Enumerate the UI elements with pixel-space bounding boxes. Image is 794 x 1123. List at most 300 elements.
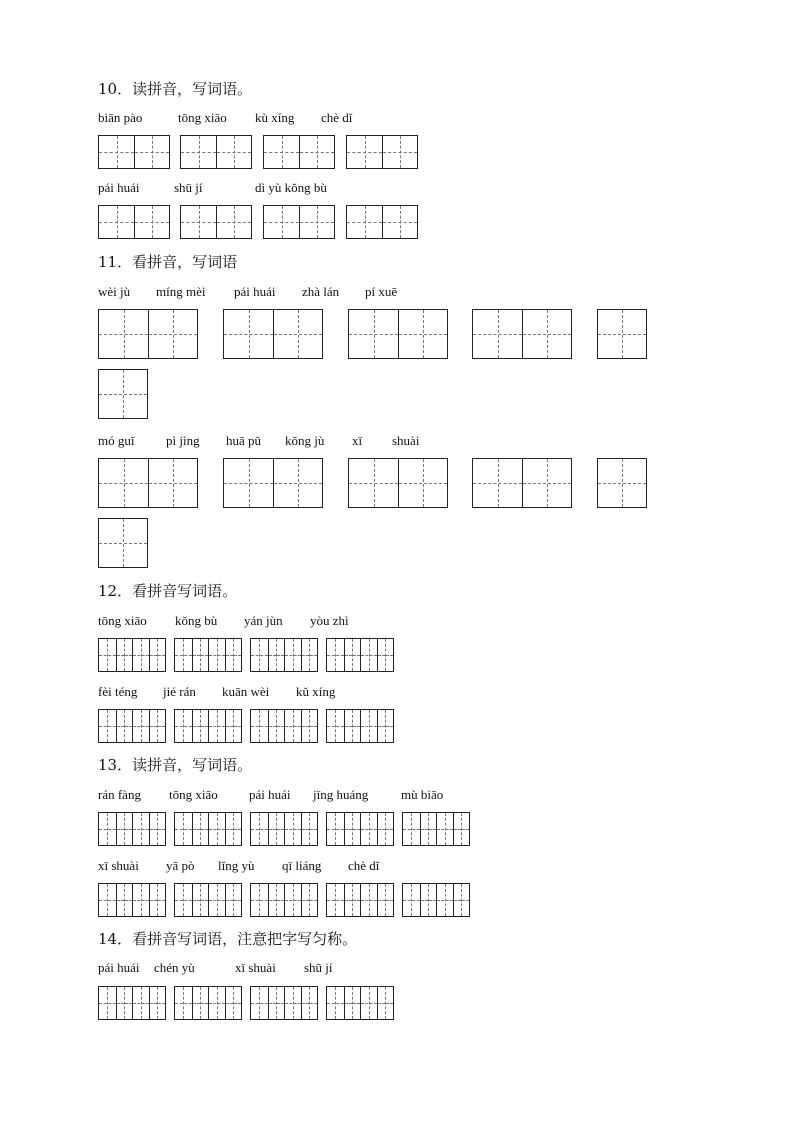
writing-box[interactable] [180, 205, 252, 239]
pinyin-word: lǐng yù [218, 858, 255, 873]
character-cell[interactable] [192, 987, 209, 1019]
character-cell[interactable] [132, 987, 149, 1019]
guide-line-horizontal [403, 900, 420, 901]
guide-line-horizontal [345, 1003, 361, 1004]
pinyin-word: kuān wèi [222, 684, 270, 699]
character-cell[interactable] [327, 639, 344, 671]
guide-line-horizontal [117, 900, 133, 901]
character-cell[interactable] [398, 310, 447, 358]
guide-line-horizontal [209, 900, 225, 901]
guide-line-horizontal [193, 829, 209, 830]
guide-line-horizontal [302, 1003, 318, 1004]
guide-line-horizontal [175, 1003, 192, 1004]
character-cell[interactable] [327, 884, 344, 916]
guide-line-horizontal [150, 655, 166, 656]
character-cell[interactable] [453, 813, 470, 845]
guide-line-horizontal [403, 829, 420, 830]
character-cell[interactable] [134, 136, 169, 168]
pinyin-line [98, 110, 658, 126]
writing-box[interactable] [597, 458, 647, 508]
writing-box[interactable] [98, 709, 166, 743]
character-cell[interactable] [225, 710, 242, 742]
writing-box[interactable] [174, 709, 242, 743]
guide-line-horizontal [361, 900, 377, 901]
character-cell[interactable] [344, 813, 361, 845]
pinyin-word: tōng xiāo [98, 613, 147, 628]
guide-line-horizontal [133, 900, 149, 901]
guide-line-horizontal [345, 829, 361, 830]
guide-line-horizontal [99, 829, 116, 830]
guide-line-horizontal [99, 483, 148, 484]
pinyin-word: mó guǐ [98, 433, 135, 448]
guide-line-horizontal [117, 829, 133, 830]
guide-line-horizontal [327, 829, 344, 830]
character-cell[interactable] [116, 987, 133, 1019]
character-cell[interactable] [99, 813, 116, 845]
writing-box[interactable] [98, 518, 148, 568]
pinyin-word: shū jí [174, 180, 203, 195]
guide-line-horizontal [193, 900, 209, 901]
guide-line-horizontal [133, 1003, 149, 1004]
character-cell[interactable] [132, 710, 149, 742]
writing-box[interactable] [223, 458, 323, 508]
writing-box[interactable] [223, 309, 323, 359]
guide-line-horizontal [274, 334, 322, 335]
guide-line-horizontal [269, 1003, 285, 1004]
character-cell[interactable] [224, 459, 273, 507]
guide-line-horizontal [217, 152, 251, 153]
guide-line-horizontal [209, 655, 225, 656]
guide-line-horizontal [437, 900, 453, 901]
pinyin-line [98, 613, 658, 629]
character-cell[interactable] [251, 987, 268, 1019]
writing-box[interactable] [263, 205, 335, 239]
character-cell[interactable] [301, 987, 318, 1019]
guide-line-horizontal [300, 152, 334, 153]
guide-line-horizontal [175, 726, 192, 727]
character-cell[interactable] [99, 310, 148, 358]
character-cell[interactable] [301, 813, 318, 845]
guide-line-horizontal [209, 1003, 225, 1004]
character-cell[interactable] [327, 710, 344, 742]
guide-line-horizontal [226, 726, 242, 727]
guide-line-horizontal [378, 900, 394, 901]
writing-box[interactable] [326, 812, 394, 846]
character-cell[interactable] [225, 884, 242, 916]
character-cell[interactable] [344, 987, 361, 1019]
guide-line-horizontal [269, 829, 285, 830]
character-cell[interactable] [99, 136, 134, 168]
writing-box[interactable] [348, 458, 448, 508]
writing-box[interactable] [250, 986, 318, 1020]
character-cell[interactable] [149, 884, 166, 916]
guide-line-horizontal [473, 334, 522, 335]
character-cell[interactable] [99, 987, 116, 1019]
character-cell[interactable] [360, 884, 377, 916]
guide-line-horizontal [327, 1003, 344, 1004]
writing-box[interactable] [98, 883, 166, 917]
character-cell[interactable] [224, 310, 273, 358]
pinyin-word: jié rán [163, 684, 196, 699]
guide-line-horizontal [181, 222, 216, 223]
pinyin-word: chè dǐ [321, 110, 353, 125]
guide-line-horizontal [302, 655, 318, 656]
guide-line-horizontal [150, 726, 166, 727]
writing-box[interactable] [180, 135, 252, 169]
guide-line-horizontal [378, 655, 394, 656]
character-cell[interactable] [420, 813, 437, 845]
character-cell[interactable] [132, 884, 149, 916]
character-cell[interactable] [347, 136, 382, 168]
guide-line-horizontal [269, 900, 285, 901]
character-cell[interactable] [598, 459, 646, 507]
guide-line-horizontal [175, 900, 192, 901]
guide-line-horizontal [117, 655, 133, 656]
character-cell[interactable] [116, 710, 133, 742]
character-cell[interactable] [225, 987, 242, 1019]
guide-line-horizontal [421, 829, 437, 830]
writing-box[interactable] [472, 309, 572, 359]
writing-box[interactable] [326, 638, 394, 672]
guide-line-horizontal [598, 334, 646, 335]
guide-line-horizontal [251, 829, 268, 830]
guide-line-horizontal [383, 222, 417, 223]
character-cell[interactable] [301, 884, 318, 916]
character-cell[interactable] [360, 710, 377, 742]
question-title: 14．看拼音写词语，注意把字写匀称。 [98, 930, 358, 948]
guide-line-horizontal [99, 152, 134, 153]
writing-box[interactable] [98, 135, 170, 169]
guide-line-horizontal [99, 222, 134, 223]
character-cell[interactable] [208, 884, 225, 916]
character-cell[interactable] [301, 710, 318, 742]
character-cell[interactable] [273, 310, 322, 358]
character-cell[interactable] [225, 813, 242, 845]
writing-box[interactable] [98, 638, 166, 672]
guide-line-horizontal [99, 334, 148, 335]
character-cell[interactable] [349, 310, 398, 358]
character-cell[interactable] [268, 813, 285, 845]
pinyin-word: yòu zhì [310, 613, 349, 628]
writing-box[interactable] [250, 812, 318, 846]
character-cell[interactable] [251, 884, 268, 916]
guide-line-horizontal [217, 222, 251, 223]
character-cell[interactable] [453, 884, 470, 916]
guide-line-horizontal [133, 829, 149, 830]
character-cell[interactable] [299, 206, 334, 238]
guide-line-horizontal [302, 900, 318, 901]
guide-line-horizontal [345, 900, 361, 901]
pinyin-word: chén yù [154, 960, 195, 975]
character-cell[interactable] [192, 813, 209, 845]
writing-box[interactable] [98, 309, 198, 359]
writing-box[interactable] [174, 883, 242, 917]
guide-line-horizontal [437, 829, 453, 830]
pinyin-word: xī shuài [98, 858, 139, 873]
guide-line-horizontal [345, 726, 361, 727]
character-cell[interactable] [192, 639, 209, 671]
pinyin-word: huā pǔ [226, 433, 262, 448]
guide-line-horizontal [269, 726, 285, 727]
guide-line-horizontal [285, 655, 301, 656]
character-cell[interactable] [251, 710, 268, 742]
character-cell[interactable] [473, 310, 522, 358]
guide-line-horizontal [226, 655, 242, 656]
guide-line-horizontal [523, 483, 571, 484]
pinyin-word: tōng xiāo [169, 787, 218, 802]
writing-box[interactable] [326, 883, 394, 917]
guide-line-horizontal [150, 1003, 166, 1004]
question-title: 11．看拼音，写词语 [98, 253, 238, 271]
character-cell[interactable] [436, 813, 453, 845]
character-cell[interactable] [99, 206, 134, 238]
pinyin-word: pái huái [98, 180, 140, 195]
guide-line-horizontal [302, 829, 318, 830]
guide-line-horizontal [149, 483, 197, 484]
character-cell[interactable] [132, 639, 149, 671]
guide-line-horizontal [226, 900, 242, 901]
character-cell[interactable] [268, 884, 285, 916]
pinyin-word: wèi jù [98, 284, 131, 299]
pinyin-word: qī liáng [282, 858, 322, 873]
pinyin-word: shuài [392, 433, 420, 448]
guide-line-horizontal [193, 1003, 209, 1004]
pinyin-word: yā pò [166, 858, 195, 873]
pinyin-word: biān pào [98, 110, 143, 125]
character-cell[interactable] [175, 639, 192, 671]
guide-line-horizontal [361, 829, 377, 830]
writing-box[interactable] [348, 309, 448, 359]
character-cell[interactable] [264, 136, 299, 168]
writing-box[interactable] [402, 883, 470, 917]
guide-line-horizontal [150, 900, 166, 901]
character-cell[interactable] [132, 813, 149, 845]
pinyin-line [98, 858, 658, 874]
character-cell[interactable] [251, 813, 268, 845]
character-cell[interactable] [268, 710, 285, 742]
pinyin-line [98, 787, 658, 803]
character-cell[interactable] [377, 710, 394, 742]
character-cell[interactable] [360, 987, 377, 1019]
guide-line-horizontal [285, 726, 301, 727]
writing-box[interactable] [250, 709, 318, 743]
character-cell[interactable] [473, 459, 522, 507]
guide-line-horizontal [383, 152, 417, 153]
character-cell[interactable] [360, 639, 377, 671]
writing-box[interactable] [98, 812, 166, 846]
character-cell[interactable] [301, 639, 318, 671]
character-cell[interactable] [148, 459, 197, 507]
character-cell[interactable] [134, 206, 169, 238]
character-cell[interactable] [598, 310, 646, 358]
character-cell[interactable] [420, 884, 437, 916]
guide-line-horizontal [285, 829, 301, 830]
writing-box[interactable] [326, 709, 394, 743]
guide-line-horizontal [133, 726, 149, 727]
writing-box[interactable] [174, 986, 242, 1020]
guide-line-horizontal [421, 900, 437, 901]
character-cell[interactable] [99, 884, 116, 916]
guide-line-horizontal [300, 222, 334, 223]
character-cell[interactable] [264, 206, 299, 238]
question-title: 12．看拼音写词语。 [98, 582, 238, 600]
guide-line-horizontal [226, 1003, 242, 1004]
character-cell[interactable] [99, 710, 116, 742]
character-cell[interactable] [327, 813, 344, 845]
writing-box[interactable] [263, 135, 335, 169]
character-cell[interactable] [208, 813, 225, 845]
character-cell[interactable] [284, 987, 301, 1019]
character-cell[interactable] [116, 639, 133, 671]
character-cell[interactable] [149, 639, 166, 671]
character-cell[interactable] [216, 206, 251, 238]
character-cell[interactable] [284, 884, 301, 916]
pinyin-word: pì jìng [166, 433, 200, 448]
character-cell[interactable] [360, 813, 377, 845]
guide-line-horizontal [99, 543, 147, 544]
character-cell[interactable] [116, 813, 133, 845]
pinyin-word: pái huái [98, 960, 140, 975]
writing-box[interactable] [402, 812, 470, 846]
character-cell[interactable] [149, 710, 166, 742]
pinyin-line [98, 684, 658, 700]
character-cell[interactable] [99, 459, 148, 507]
writing-box[interactable] [597, 309, 647, 359]
guide-line-horizontal [349, 334, 398, 335]
guide-line-horizontal [361, 1003, 377, 1004]
writing-box[interactable] [174, 812, 242, 846]
character-cell[interactable] [175, 884, 192, 916]
writing-box[interactable] [346, 135, 418, 169]
writing-box[interactable] [98, 369, 148, 419]
guide-line-horizontal [327, 655, 344, 656]
character-cell[interactable] [268, 987, 285, 1019]
question-title: 10．读拼音，写词语。 [98, 80, 253, 98]
character-cell[interactable] [299, 136, 334, 168]
character-cell[interactable] [284, 639, 301, 671]
pinyin-line [98, 284, 658, 300]
character-cell[interactable] [99, 519, 147, 567]
character-cell[interactable] [327, 987, 344, 1019]
character-cell[interactable] [192, 710, 209, 742]
guide-line-horizontal [251, 1003, 268, 1004]
character-cell[interactable] [175, 710, 192, 742]
pinyin-line [98, 960, 658, 976]
character-cell[interactable] [349, 459, 398, 507]
character-cell[interactable] [436, 884, 453, 916]
character-cell[interactable] [216, 136, 251, 168]
guide-line-horizontal [361, 655, 377, 656]
writing-box[interactable] [98, 205, 170, 239]
writing-box[interactable] [98, 986, 166, 1020]
guide-line-horizontal [251, 655, 268, 656]
pinyin-word: zhà lán [302, 284, 340, 299]
guide-line-horizontal [399, 483, 447, 484]
character-cell[interactable] [149, 813, 166, 845]
pinyin-word: dì yù kǒng bù [255, 180, 327, 195]
character-cell[interactable] [347, 206, 382, 238]
guide-line-horizontal [117, 726, 133, 727]
guide-line-horizontal [378, 829, 394, 830]
character-cell[interactable] [522, 310, 571, 358]
character-cell[interactable] [208, 639, 225, 671]
character-cell[interactable] [225, 639, 242, 671]
character-cell[interactable] [208, 710, 225, 742]
guide-line-horizontal [135, 222, 169, 223]
character-cell[interactable] [403, 813, 420, 845]
writing-box[interactable] [250, 638, 318, 672]
guide-line-horizontal [349, 483, 398, 484]
writing-box[interactable] [326, 986, 394, 1020]
character-cell[interactable] [344, 884, 361, 916]
pinyin-word: chè dǐ [348, 858, 380, 873]
guide-line-horizontal [347, 152, 382, 153]
character-cell[interactable] [344, 639, 361, 671]
character-cell[interactable] [398, 459, 447, 507]
character-cell[interactable] [382, 136, 417, 168]
writing-box[interactable] [250, 883, 318, 917]
character-cell[interactable] [148, 310, 197, 358]
character-cell[interactable] [175, 987, 192, 1019]
character-cell[interactable] [377, 884, 394, 916]
guide-line-horizontal [251, 900, 268, 901]
writing-box[interactable] [346, 205, 418, 239]
guide-line-horizontal [99, 1003, 116, 1004]
character-cell[interactable] [284, 813, 301, 845]
character-cell[interactable] [377, 639, 394, 671]
writing-box[interactable] [98, 458, 198, 508]
guide-line-horizontal [264, 222, 299, 223]
character-cell[interactable] [251, 639, 268, 671]
character-cell[interactable] [522, 459, 571, 507]
writing-box[interactable] [174, 638, 242, 672]
character-cell[interactable] [181, 136, 216, 168]
character-cell[interactable] [377, 813, 394, 845]
guide-line-horizontal [454, 829, 470, 830]
guide-line-horizontal [175, 655, 192, 656]
character-cell[interactable] [403, 884, 420, 916]
character-cell[interactable] [208, 987, 225, 1019]
character-cell[interactable] [181, 206, 216, 238]
character-cell[interactable] [377, 987, 394, 1019]
writing-box[interactable] [472, 458, 572, 508]
guide-line-horizontal [251, 726, 268, 727]
pinyin-word: kǒng bù [175, 613, 218, 628]
guide-line-horizontal [378, 726, 394, 727]
guide-line-horizontal [175, 829, 192, 830]
pinyin-line [98, 180, 658, 196]
character-cell[interactable] [268, 639, 285, 671]
character-cell[interactable] [116, 884, 133, 916]
pinyin-word: kǔ xíng [296, 684, 336, 699]
character-cell[interactable] [382, 206, 417, 238]
character-cell[interactable] [149, 987, 166, 1019]
pinyin-word: fèi téng [98, 684, 138, 699]
character-cell[interactable] [192, 884, 209, 916]
guide-line-horizontal [99, 726, 116, 727]
character-cell[interactable] [99, 370, 147, 418]
character-cell[interactable] [273, 459, 322, 507]
guide-line-horizontal [149, 334, 197, 335]
guide-line-horizontal [361, 726, 377, 727]
guide-line-horizontal [327, 900, 344, 901]
guide-line-horizontal [327, 726, 344, 727]
character-cell[interactable] [284, 710, 301, 742]
character-cell[interactable] [175, 813, 192, 845]
pinyin-word: yán jùn [244, 613, 283, 628]
character-cell[interactable] [344, 710, 361, 742]
character-cell[interactable] [99, 639, 116, 671]
